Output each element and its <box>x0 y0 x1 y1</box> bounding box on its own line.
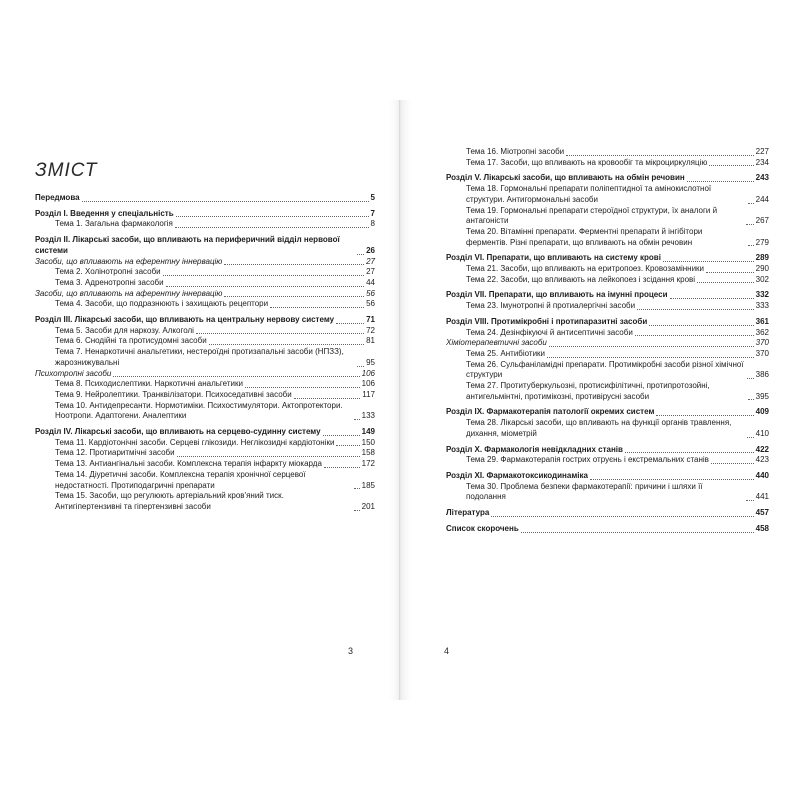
dot-leader <box>196 333 364 334</box>
toc-entry-title: Тема 22. Засоби, що впливають на лейкопоез і зсідання крові <box>466 274 696 284</box>
toc-entry-title: Тема 21. Засоби, що впливають на еритропоез. Кровозамінники <box>466 264 705 274</box>
toc-entry-page: 302 <box>755 274 769 284</box>
toc-entry-page: 106 <box>361 379 375 389</box>
dot-leader <box>746 224 754 225</box>
dot-leader <box>336 445 359 446</box>
toc-entry-title: Тема 10. Антидепресанти. Нормотиміки. Психостимулятори. Актопротектори. Ноотропи. Адаптогени. Аналептики <box>55 400 343 421</box>
toc-entry-title: Тема 7. Ненаркотичні анальгетики, нестероїдні протизапальні засоби (НПЗЗ), жарознижувальні <box>55 347 344 367</box>
dot-leader <box>549 346 754 347</box>
dot-leader <box>747 378 754 379</box>
toc-list-left <box>35 193 375 513</box>
toc-entry-page: 333 <box>755 301 769 311</box>
toc-entry-title: Розділ IX. Фармакотерапія патології окремих систем <box>446 407 655 417</box>
toc-entry-page: 423 <box>755 455 769 465</box>
toc-entry-page: 5 <box>370 193 375 202</box>
toc-entry-page: 44 <box>366 277 375 287</box>
toc-entry-page: 267 <box>755 216 769 226</box>
toc-entry-page: 71 <box>366 315 375 325</box>
toc-section-entry <box>35 209 375 220</box>
dot-leader <box>270 307 364 308</box>
toc-entry-title: Тема 3. Адренотропні засоби <box>55 277 164 287</box>
dot-leader <box>746 500 754 501</box>
toc-topic-entry <box>35 459 375 470</box>
toc-topic-entry <box>35 438 375 449</box>
toc-entry-title: Тема 12. Протиаритмічні засоби <box>55 448 175 458</box>
toc-entry-page: 409 <box>755 407 769 417</box>
toc-entry-page: 370 <box>755 338 769 348</box>
toc-entry-title: Засоби, що впливають на еферентну іннервацію <box>35 256 223 266</box>
toc-topic-entry <box>35 219 375 230</box>
toc-entry-page: 133 <box>361 411 375 421</box>
dot-leader <box>670 298 754 299</box>
toc-topic-entry <box>446 158 769 169</box>
dot-leader <box>354 419 360 420</box>
right-page <box>401 100 791 700</box>
toc-entry-page: 56 <box>366 299 375 309</box>
toc-entry-page: 227 <box>755 147 769 156</box>
toc-entry-title: Розділ XI. Фармакотоксикодинаміка <box>446 470 588 480</box>
toc-topic-entry <box>446 227 769 248</box>
toc-entry-page: 410 <box>755 428 769 438</box>
page-number-left: 3 <box>348 646 354 656</box>
dot-leader <box>245 387 360 388</box>
toc-entry-page: 395 <box>755 391 769 401</box>
toc-section-entry <box>446 508 769 519</box>
dot-leader <box>163 275 364 276</box>
toc-section-entry <box>446 173 769 184</box>
toc-entry-page: 386 <box>755 370 769 380</box>
toc-entry-page: 81 <box>366 336 375 346</box>
toc-entry-title: Розділ X. Фармакологія невідкладних станів <box>446 444 623 454</box>
toc-entry-title: Тема 6. Снодійні та протисудомні засоби <box>55 336 207 346</box>
toc-entry-page: 370 <box>755 348 769 358</box>
toc-entry-page: 244 <box>755 194 769 204</box>
toc-entry-title: Розділ VIII. Протимікробні і протипаразитні засоби <box>446 316 648 326</box>
toc-subsection-entry <box>35 289 375 300</box>
toc-entry-title: Тема 18. Гормональні препарати поліпептидної та амінокислотної структури. Антигормональні засоби <box>466 184 712 204</box>
dot-leader <box>625 452 754 453</box>
toc-topic-entry <box>446 275 769 286</box>
toc-topic-entry <box>446 418 769 439</box>
toc-topic-entry <box>35 347 375 368</box>
toc-entry-title: Розділ VII. Препарати, що впливають на імунні процеси <box>446 290 668 300</box>
toc-entry-page: 457 <box>755 508 769 518</box>
dot-leader <box>354 510 360 511</box>
dot-leader <box>747 437 754 438</box>
toc-entry-title: Засоби, що впливають на аферентну іннервацію <box>35 288 223 298</box>
toc-entry-title: Тема 13. Антиангінальні засоби. Комплексна терапія інфаркту міокарда <box>55 459 322 469</box>
toc-entry-page: 27 <box>366 267 375 277</box>
toc-entry-page: 290 <box>755 264 769 274</box>
toc-section-entry <box>446 445 769 456</box>
toc-topic-entry <box>35 448 375 459</box>
toc-entry-title: Тема 14. Діуретичні засоби. Комплексна терапія хронічної серцевої недостатності. Протиподагричні препарати <box>55 469 306 490</box>
toc-entry-page: 72 <box>366 325 375 335</box>
toc-entry-title: Розділ IV. Лікарські засоби, що впливають на серцево-судинну систему <box>35 427 321 437</box>
toc-entry-page: 7 <box>370 208 375 218</box>
toc-entry-title: Тема 30. Проблема безпеки фармакотерапії: причини і шляхи її подолання <box>466 481 703 502</box>
toc-list-right <box>446 147 769 535</box>
toc-section-entry <box>446 471 769 482</box>
dot-leader <box>649 325 753 326</box>
toc-entry-title: Розділ III. Лікарські засоби, що впливають на центральну нервову систему <box>35 315 335 325</box>
toc-topic-entry <box>35 401 375 422</box>
dot-leader <box>711 463 754 464</box>
dot-leader <box>113 376 359 377</box>
dot-leader <box>566 155 754 156</box>
dot-leader <box>590 479 754 480</box>
toc-entry-title: Тема 25. Антибіотики <box>466 348 546 358</box>
dot-leader <box>521 532 754 533</box>
toc-entry-title: Тема 4. Засоби, що подразнюють і захищають рецептори <box>55 299 269 309</box>
dot-leader <box>357 366 364 367</box>
toc-entry-page: 234 <box>755 157 769 167</box>
toc-topic-entry <box>35 336 375 347</box>
toc-section-entry <box>446 407 769 418</box>
toc-section-entry <box>35 235 375 256</box>
dot-leader <box>748 203 754 204</box>
toc-topic-entry <box>446 184 769 205</box>
toc-subsection-entry <box>446 338 769 349</box>
toc-entry-title: Тема 23. Імунотропні й протиалергічні засоби <box>466 301 636 311</box>
toc-topic-entry <box>446 349 769 360</box>
toc-entry-title: Тема 29. Фармакотерапія гострих отруєнь і екстремальних станів <box>466 455 709 465</box>
toc-topic-entry <box>446 381 769 402</box>
dot-leader <box>491 516 753 517</box>
dot-leader <box>294 398 361 399</box>
toc-entry-page: 458 <box>755 523 769 533</box>
toc-entry-page: 422 <box>755 444 769 454</box>
dot-leader <box>709 165 753 166</box>
dot-leader <box>656 415 753 416</box>
toc-entry-title: Розділ VI. Препарати, що впливають на систему крові <box>446 253 661 263</box>
toc-entry-page: 106 <box>361 368 375 378</box>
toc-section-entry <box>35 427 375 438</box>
toc-entry-page: 149 <box>361 427 375 437</box>
toc-entry-page: 441 <box>755 492 769 502</box>
toc-entry-title: Тема 5. Засоби для наркозу. Алкоголі <box>55 325 194 335</box>
toc-entry-title: Розділ I. Введення у спеціальність <box>35 208 174 218</box>
toc-section-entry <box>35 193 375 204</box>
dot-leader <box>324 467 360 468</box>
toc-topic-entry <box>35 470 375 491</box>
toc-entry-title: Література <box>446 508 490 518</box>
toc-section-entry <box>35 315 375 326</box>
toc-entry-title: Тема 20. Вітамінні препарати. Ферментні препарати й інгібітори ферментів. Різні препарати, що впливають на обмін речовин <box>466 226 703 247</box>
dot-leader <box>748 245 754 246</box>
toc-entry-page: 150 <box>361 437 375 447</box>
dot-leader <box>177 456 360 457</box>
toc-entry-page: 201 <box>361 501 375 511</box>
toc-subsection-entry <box>35 257 375 268</box>
dot-leader <box>357 254 365 255</box>
toc-topic-entry <box>35 278 375 289</box>
dot-leader <box>748 399 754 400</box>
toc-topic-entry <box>35 267 375 278</box>
toc-entry-title: Тема 11. Кардіотонічні засоби. Серцеві глікозиди. Неглікозидні кардіотоніки <box>55 437 335 447</box>
toc-topic-entry <box>446 360 769 381</box>
toc-entry-title: Тема 1. Загальна фармакологія <box>55 219 173 229</box>
toc-entry-title: Тема 15. Засоби, що регулюють артеріальний кров'яний тиск. Антигіпертензивні та гіпертензивні засоби <box>55 491 284 511</box>
toc-entry-page: 117 <box>362 389 375 399</box>
dot-leader <box>547 357 754 358</box>
toc-entry-page: 185 <box>361 480 375 490</box>
toc-topic-entry <box>35 299 375 310</box>
toc-entry-page: 440 <box>755 470 769 480</box>
dot-leader <box>336 323 364 324</box>
toc-entry-page: 95 <box>366 357 375 367</box>
toc-entry-page: 279 <box>755 237 769 247</box>
dot-leader <box>224 264 364 265</box>
toc-topic-entry <box>446 147 769 158</box>
toc-entry-title: Тема 17. Засоби, що впливають на кровообіг та мікроциркуляцію <box>466 157 708 167</box>
toc-entry-page: 362 <box>755 327 769 337</box>
toc-section-entry <box>446 524 769 535</box>
toc-subsection-entry <box>35 369 375 380</box>
left-page <box>10 100 400 700</box>
toc-topic-entry <box>446 328 769 339</box>
dot-leader <box>354 488 360 489</box>
toc-entry-page: 26 <box>366 245 375 255</box>
dot-leader <box>706 272 754 273</box>
dot-leader <box>166 286 365 287</box>
toc-section-entry <box>446 290 769 301</box>
toc-topic-entry <box>35 491 375 512</box>
toc-topic-entry <box>35 326 375 337</box>
toc-entry-title: Тема 24. Дезінфікуючі й антисептичні засоби <box>466 327 633 337</box>
toc-section-entry <box>446 253 769 264</box>
toc-entry-title: Передмова <box>35 193 80 202</box>
toc-section-entry <box>446 317 769 328</box>
toc-entry-title: Тема 27. Протитуберкульозні, протисифілітичні, протипротозойні, антигельмінтні, протимікозні, противірусні засоби <box>466 381 710 401</box>
toc-topic-entry <box>35 390 375 401</box>
toc-entry-page: 332 <box>755 290 769 300</box>
toc-entry-title: Психотропні засоби <box>35 368 112 378</box>
toc-entry-title: Тема 28. Лікарські засоби, що впливають на функції органів травлення, дихання, міометрій <box>466 418 732 438</box>
toc-topic-entry <box>35 379 375 390</box>
dot-leader <box>663 261 754 262</box>
toc-entry-title: Розділ V. Лікарські засоби, що впливають на обмін речовин <box>446 173 685 183</box>
toc-entry-page: 158 <box>361 448 375 458</box>
toc-entry-page: 56 <box>366 288 375 298</box>
toc-entry-title: Тема 16. Міотропні засоби <box>466 147 565 156</box>
toc-entry-page: 8 <box>370 219 375 229</box>
toc-entry-title: Тема 9. Нейролептики. Транквілізатори. Психоседативні засоби <box>55 389 292 399</box>
toc-entry-title: Тема 26. Сульфаніламідні препарати. Протимікробні засоби різної хімічної структури <box>466 359 744 380</box>
toc-topic-entry <box>446 301 769 312</box>
toc-topic-entry <box>446 206 769 227</box>
toc-topic-entry <box>446 264 769 275</box>
toc-entry-title: Тема 19. Гормональні препарати стероїдної структури, їх аналоги й антагоністи <box>466 205 718 226</box>
dot-leader <box>323 435 360 436</box>
dot-leader <box>697 282 754 283</box>
toc-entry-page: 289 <box>755 253 769 263</box>
dot-leader <box>175 227 369 228</box>
dot-leader <box>224 296 364 297</box>
toc-entry-title: Список скорочень <box>446 523 519 533</box>
dot-leader <box>635 335 754 336</box>
dot-leader <box>637 309 754 310</box>
toc-entry-page: 27 <box>366 256 375 266</box>
toc-entry-page: 361 <box>755 316 769 326</box>
dot-leader <box>209 344 364 345</box>
toc-entry-title: Тема 2. Холінотропні засоби <box>55 267 161 277</box>
dot-leader <box>176 216 369 217</box>
dot-leader <box>687 181 754 182</box>
toc-topic-entry <box>446 455 769 466</box>
toc-entry-page: 172 <box>361 459 375 469</box>
dot-leader <box>82 201 369 202</box>
toc-entry-page: 243 <box>755 173 769 183</box>
page-number-right: 4 <box>444 646 450 656</box>
toc-heading: ЗМІСТ <box>35 160 98 181</box>
toc-entry-title: Тема 8. Психодислептики. Наркотичні анальгетики <box>55 379 243 389</box>
toc-entry-title: Розділ II. Лікарські засоби, що впливають на периферичний відділ нервової системи <box>35 235 340 255</box>
toc-entry-title: Хіміотерапевтичні засоби <box>446 338 547 348</box>
toc-topic-entry <box>446 482 769 503</box>
